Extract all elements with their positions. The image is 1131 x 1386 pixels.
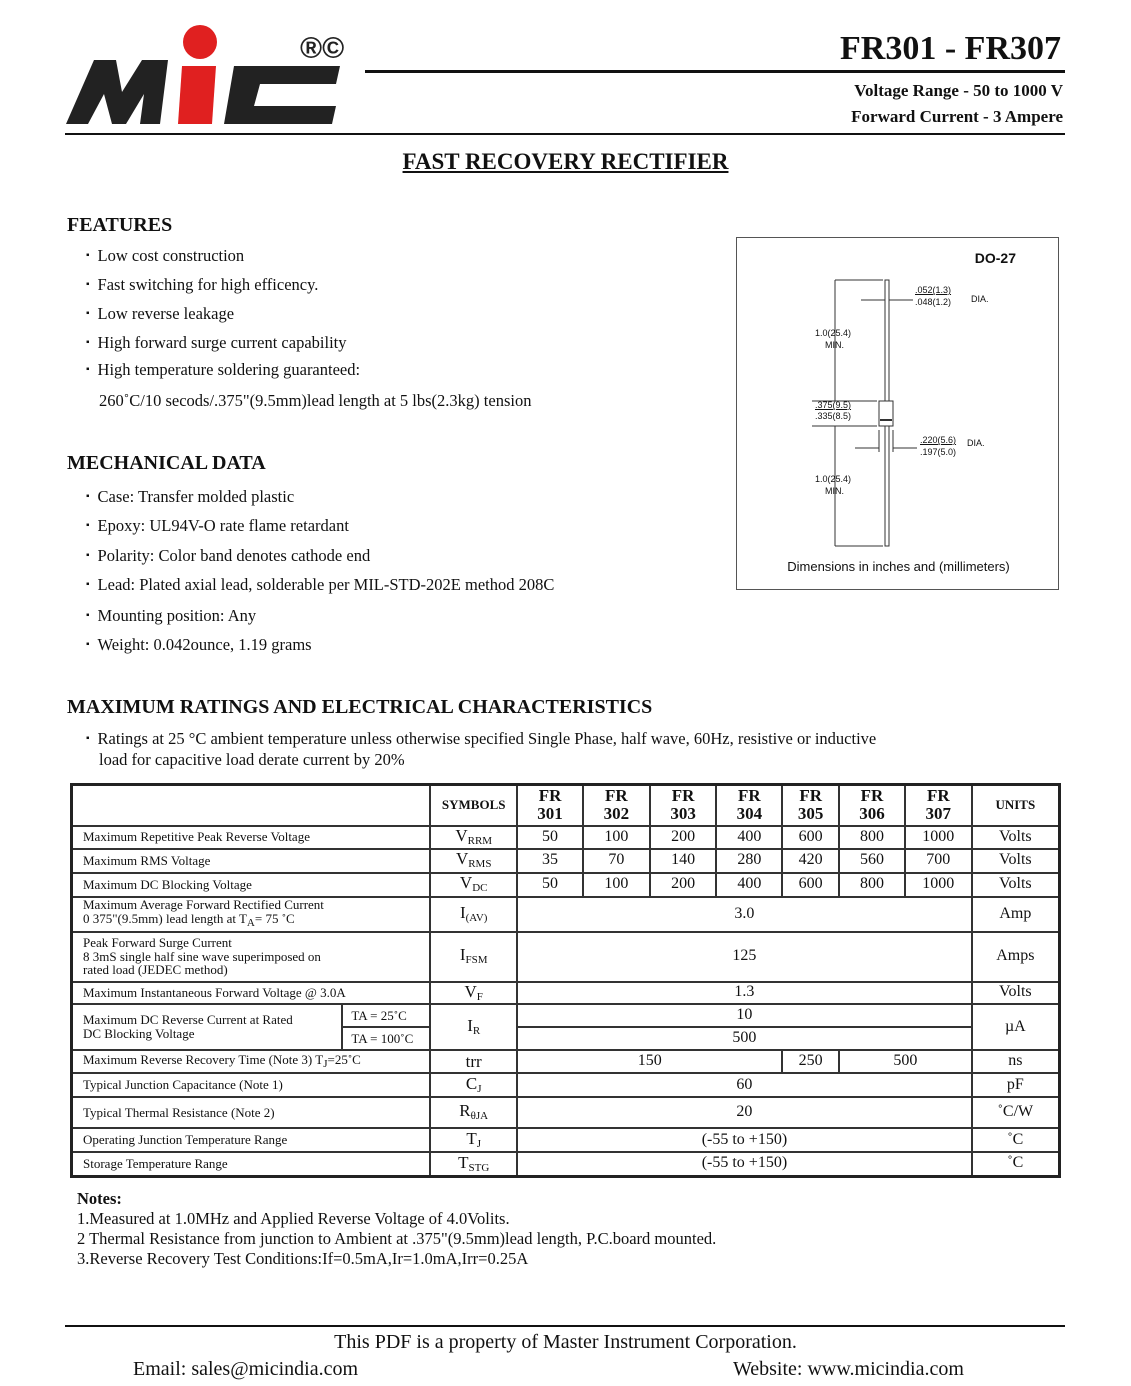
parameter-description: Typical Thermal Resistance (Note 2) [72, 1097, 431, 1128]
value: 600 [782, 826, 839, 849]
table-row [72, 1073, 1060, 1097]
symbol: $T_J$ [430, 1128, 517, 1152]
footer-divider [65, 1325, 1065, 1327]
part-header: FR 302 [583, 785, 650, 826]
table-row [72, 932, 1060, 982]
parameter-description: Maximum DC Blocking Voltage [72, 873, 431, 897]
dim-label: .375(9.5) [815, 400, 852, 410]
symbol: $V_{DC}$ [430, 873, 517, 897]
unit: Volts [972, 826, 1060, 849]
dim-label: .048(1.2) [915, 297, 952, 307]
value: 10 [517, 1004, 972, 1027]
table-row [72, 1152, 1060, 1176]
value: 140 [650, 849, 717, 873]
value: 250 [782, 1050, 839, 1073]
value: 1000 [905, 826, 972, 849]
symbol: $R_{\theta JA}$ [430, 1097, 517, 1128]
symbol: $C_J$ [430, 1073, 517, 1097]
package-name: DO-27 [974, 250, 1016, 266]
parameter-description: Maximum Instantaneous Forward Voltage @ 3.0A [72, 982, 431, 1005]
value: 600 [782, 873, 839, 897]
value: 800 [839, 873, 905, 897]
value: 60 [517, 1073, 972, 1097]
dim-label: 1.0(25.4) [815, 474, 852, 484]
footer-email[interactable]: Email: sales@micindia.com [133, 1358, 359, 1380]
dim-label: .335(8.5) [815, 411, 852, 421]
note-item: 1.Measured at 1.0MHz and Applied Reverse Voltage of 4.0Volits. [77, 1209, 510, 1228]
voltage-range: Voltage Range - 50 to 1000 V [854, 81, 1063, 100]
unit: Volts [972, 873, 1060, 897]
notes-heading: Notes: [77, 1189, 122, 1208]
parameter-description: Operating Junction Temperature Range [72, 1128, 431, 1152]
value: 800 [839, 826, 905, 849]
table-row [72, 982, 1060, 1005]
value: 50 [517, 873, 583, 897]
note-item: 2 Thermal Resistance from junction to Ambient at .375"(9.5mm)lead length, P.C.board mounted. [77, 1229, 717, 1248]
parameter-description: Maximum Average Forward Rectified Current 0 375"(9.5mm) lead length at $T_A= 75$ ˚C [72, 897, 431, 932]
dim-label: .052(1.3) [915, 285, 952, 295]
value: 420 [782, 849, 839, 873]
table-row [72, 1128, 1060, 1152]
table-row [72, 873, 1060, 897]
feature-item: ▪ Fast switching for high efficency. [86, 275, 318, 295]
unit: Amp [972, 897, 1060, 932]
notes [77, 1189, 716, 1269]
condition: TA = 25˚C [342, 1004, 430, 1027]
mechanical-item: ▪ Case: Transfer molded plastic [86, 487, 294, 507]
parameter-description: Typical Junction Capacitance (Note 1) [72, 1073, 431, 1097]
mechanical-item: ▪ Weight: 0.042ounce, 1.19 grams [86, 635, 312, 655]
condition: TA = 100˚C [342, 1027, 430, 1050]
value: 500 [839, 1050, 972, 1073]
table-row [72, 849, 1060, 873]
symbol: $I_{(AV)}$ [430, 897, 517, 932]
note-item: 3.Reverse Recovery Test Conditions:If=0.5mA,Ir=1.0mA,Irr=0.25A [77, 1249, 529, 1268]
unit: Amps [972, 932, 1060, 982]
divider [65, 133, 1065, 135]
unit: ˚C [972, 1152, 1060, 1176]
parameter-description: Storage Temperature Range [72, 1152, 431, 1176]
part-header: FR 305 [782, 785, 839, 826]
parameter-description: Maximum DC Reverse Current at Rated DC Blocking Voltage [72, 1004, 343, 1050]
feature-item: ▪ High forward surge current capability [86, 333, 347, 353]
forward-current: Forward Current - 3 Ampere [851, 107, 1063, 126]
ratings-note-cont: load for capacitive load derate current by 20% [99, 750, 405, 769]
value: 20 [517, 1097, 972, 1128]
unit: pF [972, 1073, 1060, 1097]
value: 150 [517, 1050, 782, 1073]
units-header: UNITS [972, 785, 1060, 826]
symbol: $V_F$ [430, 982, 517, 1005]
value: 3.0 [517, 897, 972, 932]
feature-continuation: 260˚C/10 secods/.375"(9.5mm)lead length at 5 lbs(2.3kg) tension [99, 391, 532, 410]
ratings-heading: MAXIMUM RATINGS AND ELECTRICAL CHARACTERISTICS [67, 696, 653, 718]
mechanical-item: ▪ Epoxy: UL94V-O rate flame retardant [86, 516, 349, 536]
symbols-header: SYMBOLS [430, 785, 517, 826]
table-header-row [72, 785, 1060, 826]
symbol: $I_R$ [430, 1004, 517, 1050]
mechanical-item: ▪ Lead: Plated axial lead, solderable per MIL-STD-202E method 208C [86, 575, 554, 595]
value: 500 [517, 1027, 972, 1050]
feature-item: ▪ Low cost construction [86, 246, 244, 266]
symbol: $V_{RMS}$ [430, 849, 517, 873]
dim-label: 1.0(25.4) [815, 328, 852, 338]
ratings-table [70, 783, 1061, 1178]
document-title: FAST RECOVERY RECTIFIER [402, 149, 729, 174]
value: 200 [650, 826, 717, 849]
dim-label: DIA. [967, 438, 985, 448]
mechanical-item: ▪ Polarity: Color band denotes cathode end [86, 546, 370, 566]
diode-outline-drawing [737, 238, 1060, 591]
unit: ˚C [972, 1128, 1060, 1152]
parameter-description: Maximum RMS Voltage [72, 849, 431, 873]
dim-label: MIN. [825, 486, 844, 496]
dim-label: DIA. [971, 294, 989, 304]
value: (-55 to +150) [517, 1128, 972, 1152]
value: 100 [583, 873, 650, 897]
table-row [72, 1004, 1060, 1027]
value: 200 [650, 873, 717, 897]
part-header: FR 301 [517, 785, 583, 826]
value: 280 [716, 849, 782, 873]
unit: Volts [972, 849, 1060, 873]
dim-label: .197(5.0) [920, 447, 957, 457]
value: (-55 to +150) [517, 1152, 972, 1176]
unit: ns [972, 1050, 1060, 1073]
mechanical-item: ▪ Mounting position: Any [86, 606, 256, 626]
table-row [72, 897, 1060, 932]
table-row [72, 1050, 1060, 1073]
mechanical-heading: MECHANICAL DATA [67, 452, 266, 474]
part-header: FR 304 [716, 785, 782, 826]
parameter-description: Maximum Reverse Recovery Time (Note 3) $T_J=25˚C$ [72, 1050, 431, 1073]
value: 35 [517, 849, 583, 873]
value: 70 [583, 849, 650, 873]
ratings-note: ▪ Ratings at 25 °C ambient temperature unless otherwise specified Single Phase, half wave, 60Hz, resistive or inductive [86, 729, 876, 749]
part-header: FR 307 [905, 785, 972, 826]
part-header: FR 306 [839, 785, 905, 826]
mic-logo [64, 22, 364, 127]
feature-item: ▪ High temperature soldering guaranteed: [86, 360, 360, 380]
value: 400 [716, 826, 782, 849]
symbol: $I_{FSM}$ [430, 932, 517, 982]
footer-website[interactable]: Website: www.micindia.com [733, 1358, 964, 1380]
table-row [72, 826, 1060, 849]
package-diagram [736, 237, 1059, 590]
value: 560 [839, 849, 905, 873]
table-row [72, 1097, 1060, 1128]
parameter-description: Peak Forward Surge Current 8 3mS single half sine wave superimposed on rated load (JEDEC method) [72, 932, 431, 982]
footer-property: This PDF is a property of Master Instrument Corporation. [334, 1331, 797, 1353]
symbol: $V_{RRM}$ [430, 826, 517, 849]
part-range-title: FR301 - FR307 [840, 30, 1061, 67]
symbol: trr [430, 1050, 517, 1073]
value: 400 [716, 873, 782, 897]
dim-label: .220(5.6) [920, 435, 957, 445]
value: 100 [583, 826, 650, 849]
value: 125 [517, 932, 972, 982]
value: 1000 [905, 873, 972, 897]
header-blank [72, 785, 431, 826]
value: 1.3 [517, 982, 972, 1005]
parameter-description: Maximum Repetitive Peak Reverse Voltage [72, 826, 431, 849]
value: 50 [517, 826, 583, 849]
unit: Volts [972, 982, 1060, 1005]
dim-label: MIN. [825, 340, 844, 350]
feature-item: ▪ Low reverse leakage [86, 304, 234, 324]
unit: µA [972, 1004, 1060, 1050]
divider [365, 70, 1065, 73]
diagram-caption: Dimensions in inches and (millimeters) [787, 559, 1010, 574]
value: 700 [905, 849, 972, 873]
unit: ˚C/W [972, 1097, 1060, 1128]
symbol: $T_{STG}$ [430, 1152, 517, 1176]
features-heading: FEATURES [67, 214, 173, 236]
registered-marks: ®© [300, 32, 345, 65]
part-header: FR 303 [650, 785, 717, 826]
